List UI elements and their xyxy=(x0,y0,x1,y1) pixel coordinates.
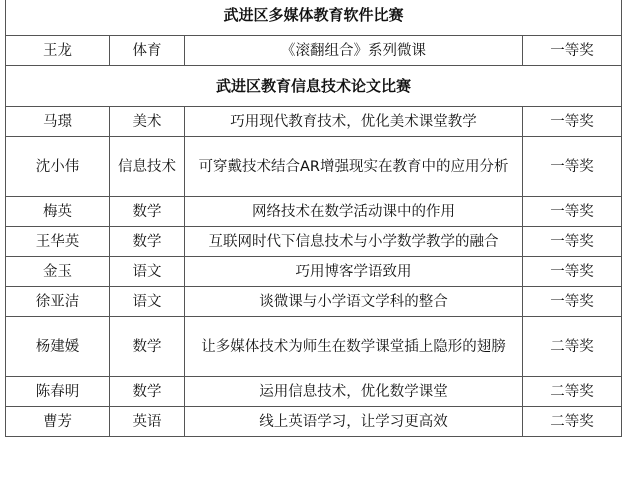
section-header-row xyxy=(6,66,622,107)
subject: 英语 xyxy=(110,407,185,437)
table-row xyxy=(6,36,622,66)
award-level: 一等奖 xyxy=(523,257,622,287)
award-level: 一等奖 xyxy=(523,227,622,257)
table-row xyxy=(6,317,622,377)
teacher-name: 徐亚洁 xyxy=(6,287,110,317)
award-level: 一等奖 xyxy=(523,36,622,66)
section-title: 武进区教育信息技术论文比赛 xyxy=(6,66,622,107)
teacher-name: 金玉 xyxy=(6,257,110,287)
subject: 信息技术 xyxy=(110,137,185,197)
award-level: 二等奖 xyxy=(523,407,622,437)
teacher-name: 王华英 xyxy=(6,227,110,257)
table-row xyxy=(6,137,622,197)
table-row xyxy=(6,197,622,227)
section-header-row xyxy=(6,0,622,36)
award-level: 一等奖 xyxy=(523,137,622,197)
work-title: 运用信息技术，优化数学课堂 xyxy=(185,377,523,407)
subject: 数学 xyxy=(110,317,185,377)
work-title: 网络技术在数学活动课中的作用 xyxy=(185,197,523,227)
teacher-name: 杨建媛 xyxy=(6,317,110,377)
work-title: 互联网时代下信息技术与小学数学教学的融合 xyxy=(185,227,523,257)
table-row xyxy=(6,407,622,437)
teacher-name: 马璟 xyxy=(6,107,110,137)
table-row xyxy=(6,227,622,257)
subject: 数学 xyxy=(110,377,185,407)
teacher-name: 曹芳 xyxy=(6,407,110,437)
section-title: 武进区多媒体教育软件比赛 xyxy=(6,0,622,36)
work-title: 线上英语学习，让学习更高效 xyxy=(185,407,523,437)
work-title: 巧用现代教育技术，优化美术课堂教学 xyxy=(185,107,523,137)
award-level: 一等奖 xyxy=(523,287,622,317)
work-title: 可穿戴技术结合AR增强现实在教育中的应用分析 xyxy=(185,137,523,197)
award-level: 二等奖 xyxy=(523,377,622,407)
subject: 体育 xyxy=(110,36,185,66)
teacher-name: 王龙 xyxy=(6,36,110,66)
table-row xyxy=(6,287,622,317)
work-title: 《滚翻组合》系列微课 xyxy=(185,36,523,66)
work-title: 让多媒体技术为师生在数学课堂插上隐形的翅膀 xyxy=(185,317,523,377)
subject: 语文 xyxy=(110,257,185,287)
subject: 数学 xyxy=(110,197,185,227)
award-level: 一等奖 xyxy=(523,107,622,137)
award-level: 一等奖 xyxy=(523,197,622,227)
work-title: 谈微课与小学语文学科的整合 xyxy=(185,287,523,317)
award-level: 二等奖 xyxy=(523,317,622,377)
teacher-name: 梅英 xyxy=(6,197,110,227)
table-row xyxy=(6,377,622,407)
subject: 美术 xyxy=(110,107,185,137)
teacher-name: 沈小伟 xyxy=(6,137,110,197)
subject: 数学 xyxy=(110,227,185,257)
table-row xyxy=(6,107,622,137)
work-title: 巧用博客学语致用 xyxy=(185,257,523,287)
teacher-name: 陈春明 xyxy=(6,377,110,407)
award-table xyxy=(5,0,622,437)
table-row xyxy=(6,257,622,287)
subject: 语文 xyxy=(110,287,185,317)
